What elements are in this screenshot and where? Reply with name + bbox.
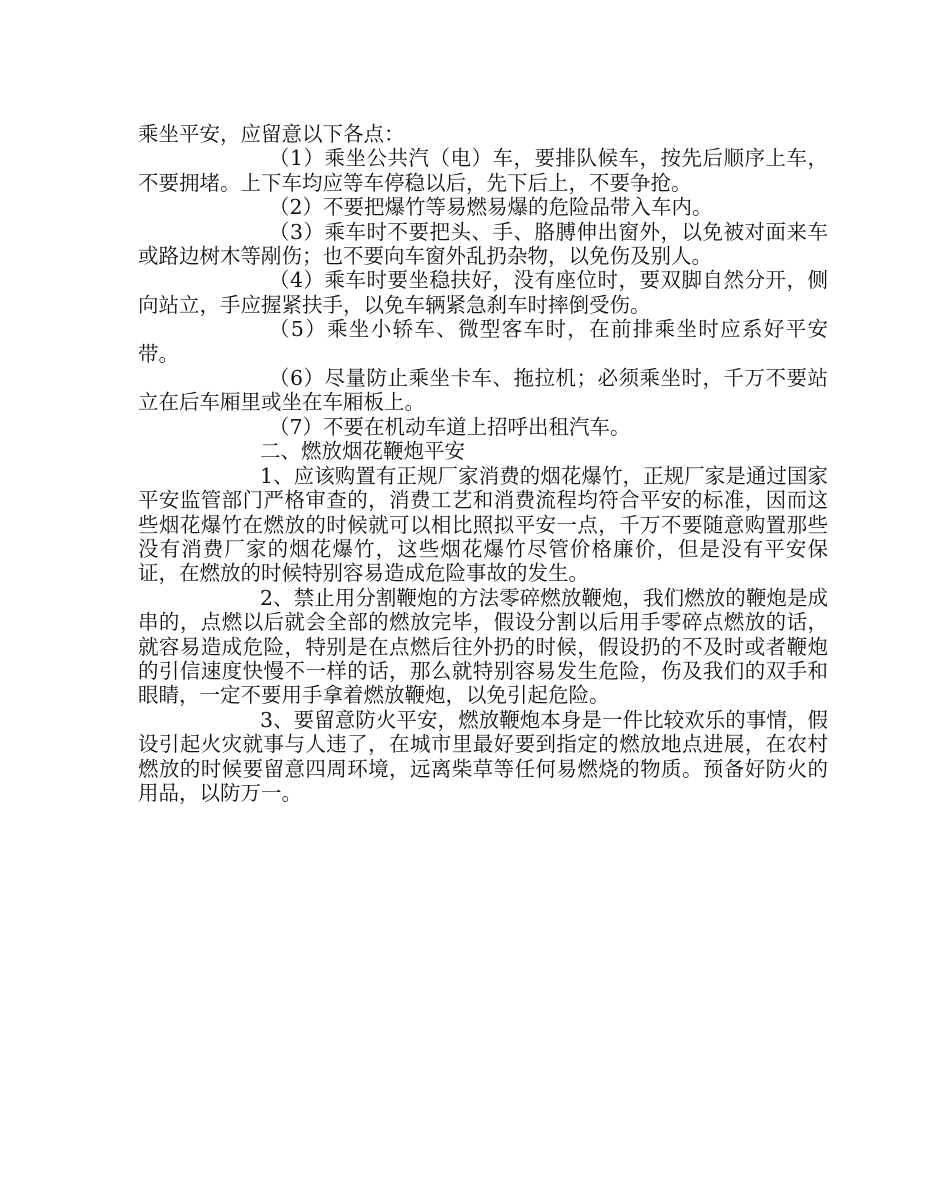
rule-item-2: （2）不要把爆竹等易燃易爆的危险品带入车内。 — [269, 195, 713, 220]
rule-item-1: （1）乘坐公共汽（电）车，要排队候车，按先后顺序上车，不要拥堵。上下车均应等车停稳以后，先下后上，不要争抢。 — [138, 146, 828, 195]
body-paragraph-1: 1、应该购置有正规厂家消费的烟花爆竹，正规厂家是通过国家平安监管部门严格审查的，消费工艺和消费流程均符合平安的标准，因而这些烟花爆竹在燃放的时候就可以相比照拟平安一点，千万不要随意购置那些没有消费厂家的烟花爆竹，这些烟花爆竹尽管价格廉价，但是没有平安保证，在燃放的时候特别容易造成危险事故的发生。 — [138, 463, 828, 586]
rule-item-7: （7）不要在机动车道上招呼出租汽车。 — [269, 414, 631, 439]
rule-item-6: （6）尽量防止乘坐卡车、拖拉机；必须乘坐时，千万不要站立在后车厢里或坐在车厢板上。 — [138, 366, 828, 415]
rule-item-4: （4）乘车时要坐稳扶好，没有座位时，要双脚自然分开，侧向站立，手应握紧扶手，以免车辆紧急刹车时摔倒受伤。 — [138, 268, 828, 317]
section-heading: 二、燃放烟花鞭炮平安 — [260, 439, 465, 464]
rule-item-3: （3）乘车时不要把头、手、胳膊伸出窗外，以免被对面来车或路边树木等剐伤；也不要向车窗外乱扔杂物，以免伤及别人。 — [138, 219, 828, 269]
rule-item-5: （5）乘坐小轿车、微型客车时，在前排乘坐时应系好平安带。 — [138, 317, 828, 366]
intro-text: 乘坐平安，应留意以下各点： — [138, 122, 405, 146]
document-page — [138, 122, 828, 805]
body-paragraph-3: 3、要留意防火平安，燃放鞭炮本身是一件比较欢乐的事情，假设引起火灾就事与人违了，在城市里最好要到指定的燃放地点进展，在农村燃放的时候要留意四周环境，远离柴草等任何易燃烧的物质。预备好防火的用品，以防万一。 — [138, 707, 828, 805]
body-paragraph-2: 2、禁止用分割鞭炮的方法零碎燃放鞭炮，我们燃放的鞭炮是成串的，点燃以后就会全部的燃放完毕，假设分割以后用手零碎点燃放的话，就容易造成危险，特别是在点燃后往外扔的时候，假设扔的不及时或者鞭炮的引信速度快慢不一样的话，那么就特别容易发生危险，伤及我们的双手和眼睛，一定不要用手拿着燃放鞭炮，以免引起危险。 — [138, 585, 828, 708]
